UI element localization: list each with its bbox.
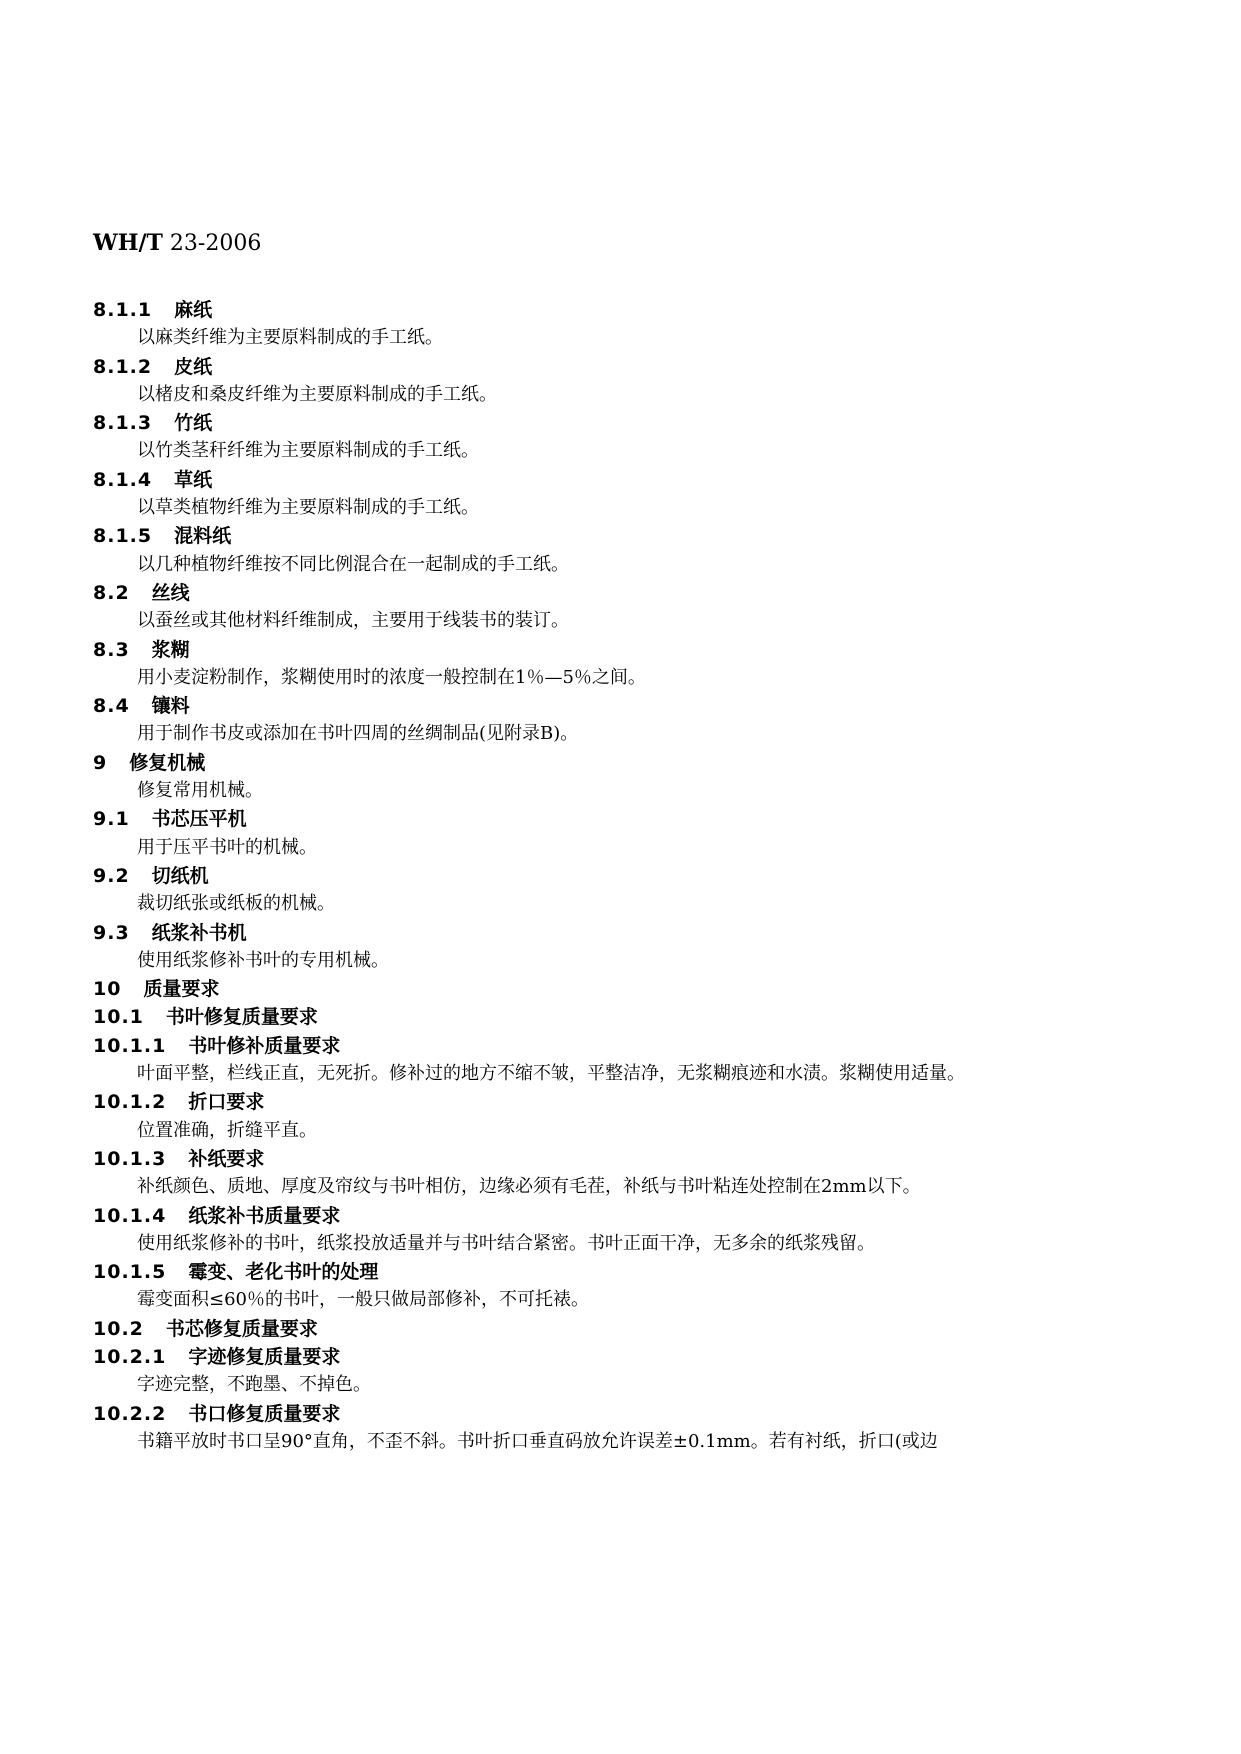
section-title: 丝线 xyxy=(151,581,190,604)
section-number: 10.1.1 xyxy=(93,1034,167,1057)
section-heading xyxy=(93,749,1173,777)
section-title: 书芯修复质量要求 xyxy=(165,1317,318,1340)
section-number: 10.1.2 xyxy=(93,1091,167,1114)
section-heading xyxy=(93,579,1173,607)
section-title: 书叶修复质量要求 xyxy=(165,1006,318,1029)
section-heading xyxy=(93,1088,1173,1116)
section-heading xyxy=(93,636,1173,664)
paragraph-text: 用于压平书叶的机械。 xyxy=(137,836,317,858)
section-title: 修复机械 xyxy=(129,751,206,774)
section-heading xyxy=(93,862,1173,890)
paragraph-text: 使用纸浆修补的书叶，纸浆投放适量并与书叶结合紧密。书叶正面干净，无多余的纸浆残留。 xyxy=(137,1232,875,1254)
section-heading xyxy=(93,353,1173,381)
section-title: 皮纸 xyxy=(174,355,213,378)
section-heading xyxy=(93,1003,1173,1031)
paragraph-text: 位置准确，折缝平直。 xyxy=(137,1119,317,1141)
paragraph-text: 以蚕丝或其他材料纤维制成，主要用于线装书的装订。 xyxy=(137,610,569,632)
paragraph-text: 以麻类纤维为主要原料制成的手工纸。 xyxy=(137,327,443,349)
section-title: 草纸 xyxy=(174,468,213,491)
section-number: 10.1 xyxy=(93,1006,144,1029)
section-number: 8.1.4 xyxy=(93,468,153,491)
section-title: 切纸机 xyxy=(151,864,209,887)
paragraph-text: 霉变面积≤60％的书叶，一般只做局部修补，不可托裱。 xyxy=(137,1289,589,1311)
section-number: 9.2 xyxy=(93,864,130,887)
section-title: 质量要求 xyxy=(143,978,220,1001)
section-number: 10.1.5 xyxy=(93,1261,167,1284)
document-body xyxy=(93,296,1173,1456)
paragraph-text: 用于制作书皮或添加在书叶四周的丝绸制品(见附录B)。 xyxy=(137,723,579,745)
section-title: 书芯压平机 xyxy=(151,808,247,831)
section-heading xyxy=(93,1400,1173,1428)
standard-number: 23-2006 xyxy=(169,231,262,256)
section-number: 9.1 xyxy=(93,808,130,831)
section-title: 书叶修补质量要求 xyxy=(188,1034,341,1057)
standard-code xyxy=(93,228,261,259)
section-heading xyxy=(93,522,1173,550)
section-number: 8.4 xyxy=(93,695,130,718)
paragraph-text: 以楮皮和桑皮纤维为主要原料制成的手工纸。 xyxy=(137,383,497,405)
section-number: 10.2.2 xyxy=(93,1402,167,1425)
section-heading xyxy=(93,1145,1173,1173)
section-number: 8.1.2 xyxy=(93,355,153,378)
paragraph-text: 以竹类茎秆纤维为主要原料制成的手工纸。 xyxy=(137,440,479,462)
paragraph-text: 叶面平整，栏线正直，无死折。修补过的地方不缩不皱，平整洁净，无浆糊痕迹和水渍。浆糊使用适量。 xyxy=(137,1063,965,1085)
section-number: 10 xyxy=(93,978,122,1001)
section-title: 书口修复质量要求 xyxy=(188,1402,341,1425)
section-heading xyxy=(93,975,1173,1003)
section-heading xyxy=(93,1315,1173,1343)
paragraph-text: 字迹完整，不跑墨、不掉色。 xyxy=(137,1374,371,1396)
section-number: 9 xyxy=(93,751,108,774)
section-title: 竹纸 xyxy=(174,412,213,435)
section-title: 补纸要求 xyxy=(188,1147,265,1170)
section-title: 霉变、老化书叶的处理 xyxy=(188,1261,379,1284)
section-title: 镶料 xyxy=(151,695,190,718)
paragraph-text: 用小麦淀粉制作，浆糊使用时的浓度一般控制在1％—5％之间。 xyxy=(137,666,646,688)
section-number: 8.1.3 xyxy=(93,412,153,435)
section-heading xyxy=(93,409,1173,437)
standard-prefix: WH/T xyxy=(93,230,163,256)
paragraph-text: 使用纸浆修补书叶的专用机械。 xyxy=(137,949,389,971)
section-number: 8.3 xyxy=(93,638,130,661)
section-heading xyxy=(93,805,1173,833)
section-number: 8.1.1 xyxy=(93,299,153,321)
paragraph-text: 修复常用机械。 xyxy=(137,780,263,802)
section-number: 8.1.5 xyxy=(93,525,153,548)
section-title: 纸浆补书机 xyxy=(151,921,247,944)
section-heading xyxy=(93,919,1173,947)
section-title: 纸浆补书质量要求 xyxy=(188,1204,341,1227)
section-title: 字迹修复质量要求 xyxy=(188,1345,341,1368)
section-heading xyxy=(93,296,1173,324)
section-title: 麻纸 xyxy=(174,299,213,321)
paragraph-text: 以草类植物纤维为主要原料制成的手工纸。 xyxy=(137,497,479,519)
section-number: 10.2 xyxy=(93,1317,144,1340)
section-title: 浆糊 xyxy=(151,638,190,661)
section-number: 8.2 xyxy=(93,581,130,604)
section-heading xyxy=(93,466,1173,494)
section-heading xyxy=(93,1032,1173,1060)
section-title: 折口要求 xyxy=(188,1091,265,1114)
section-heading xyxy=(93,1202,1173,1230)
section-heading xyxy=(93,1343,1173,1371)
section-number: 10.2.1 xyxy=(93,1345,167,1368)
section-heading xyxy=(93,1258,1173,1286)
paragraph-text: 书籍平放时书口呈90°直角，不歪不斜。书叶折口垂直码放允许误差±0.1mm。若有衬纸，折口(或边 xyxy=(137,1430,938,1452)
paragraph-text: 裁切纸张或纸板的机械。 xyxy=(137,893,335,915)
section-heading xyxy=(93,692,1173,720)
paragraph-text: 以几种植物纤维按不同比例混合在一起制成的手工纸。 xyxy=(137,553,569,575)
section-number: 10.1.3 xyxy=(93,1147,167,1170)
section-number: 9.3 xyxy=(93,921,130,944)
paragraph-text: 补纸颜色、质地、厚度及帘纹与书叶相仿，边缘必须有毛茬，补纸与书叶粘连处控制在2mm以下。 xyxy=(137,1176,921,1198)
section-number: 10.1.4 xyxy=(93,1204,167,1227)
section-title: 混料纸 xyxy=(174,525,232,548)
